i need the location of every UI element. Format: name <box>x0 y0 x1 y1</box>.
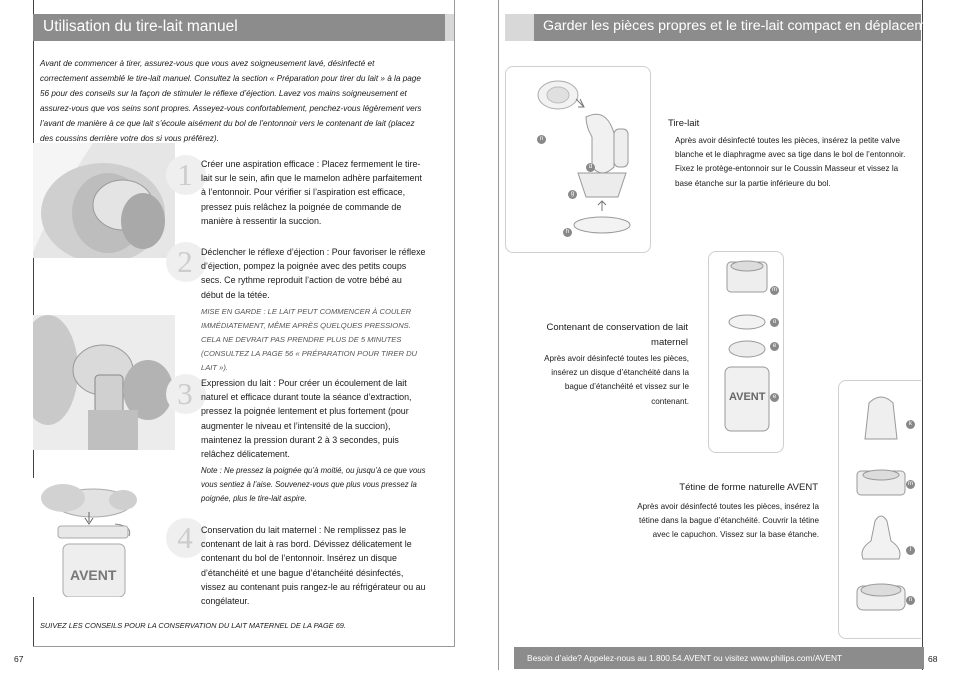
left-title-accent <box>445 14 454 41</box>
breast-pump-illustration-box <box>505 66 651 253</box>
step-2-number: 2 <box>177 244 193 279</box>
right-page-right-border <box>922 0 923 670</box>
marker-n-pump: n <box>537 135 546 144</box>
right-page-title: Garder les pièces propres et le tire-lait compact en déplacement <box>534 14 921 41</box>
right-title-accent <box>505 14 534 41</box>
step-1-text: Créer une aspiration efficace : Placez fermement le tire-lait sur le sein, afin que le mamelon adhère parfaitement à l’entonnoir. Pour vérifier si l’aspiration est efficace, pressez puis relâchez la poignée de commande de manière à ressentir la succion. <box>201 159 423 226</box>
help-footer-bar: Besoin d’aide? Appelez-nous au 1.800.54.AVENT ou visitez www.philips.com/AVENT <box>514 647 924 669</box>
section-breast-pump-title: Tire-lait <box>668 118 700 129</box>
right-page-left-border <box>498 0 499 670</box>
step-4-text: Conservation du lait maternel : Ne remplissez pas le contenant de lait à ras bord. Dévissez délicatement le contenant du bol de l’entonnoir. Insérez un disque d’étanchéité et une bague d’étanchéité désinfectés, vissez au contenant puis rangez-le au réfrigérateur ou au congélateur. <box>201 525 426 607</box>
intro-paragraph: Avant de commencer à tirer, assurez-vous que vous avez soigneusement lavé, désinfecté et correctement assemblé le tire-lait manuel. Consultez la section « Préparation pour tirer du lait » à la page 56 pour des conseils sur la façon de stimuler le réflexe d’éjection. Lavez vos mains soigneusement et assurez-vous que vos seins sont propres. Asseyez-vous confortablement, penchez-vous légèrement vers l’avant de manière à ce que lait s’écoule aisément du bol de l’entonnoir vers le contenant de lait (placez des coussins derrière votre dos si vous préférez). <box>40 59 422 143</box>
section-container-title: Contenant de conservation de lait maternel <box>546 322 688 348</box>
marker-n-nipple: n <box>906 596 915 605</box>
section-nipple-title: Tétine de forme naturelle AVENT <box>679 482 818 493</box>
left-page-title: Utilisation du tire-lait manuel <box>33 14 445 41</box>
step-3-number: 3 <box>177 376 193 411</box>
step-3-note: Note : Ne pressez la poignée qu’à moitié, ou jusqu’à ce que vous vous sentiez à l’aise. Souvenez-vous que plus vous pressez la poignée, plus le tire-lait aspire. <box>201 466 426 503</box>
marker-l-nipple: l <box>906 546 915 555</box>
photo-step-3 <box>33 315 175 450</box>
right-page-number: 68 <box>928 654 938 664</box>
section-nipple-text: Après avoir désinfecté toutes les pièces, insérez la tétine dans la bague d’étanchéité. Couvrir la tétine avec le capuchon. Vissez sur la base étanche. <box>637 502 819 540</box>
marker-e-container-bottle: e <box>770 393 779 402</box>
marker-k-nipple: k <box>906 420 915 429</box>
photo-step-4 <box>33 478 175 597</box>
bottle-brand-label: AVENT <box>70 567 117 583</box>
marker-o-container: o <box>770 318 779 327</box>
marker-m-container: m <box>772 287 777 293</box>
left-page-number: 67 <box>14 654 24 664</box>
step-2-text: Déclencher le réflexe d’éjection : Pour favoriser le réflexe d’éjection, pompez la poignée avec des petits coups secs. Ce rythme reproduit l’action de votre bébé au début de la tétée. <box>201 247 426 300</box>
photo-step-1 <box>33 143 175 258</box>
marker-m-nipple: m <box>908 481 913 487</box>
marker-h-pump: h <box>563 228 572 237</box>
section-container-text: Après avoir désinfecté toutes les pièces, insérez un disque d’étanchéité dans la bague d’étanchéité et vissez sur le contenant. <box>544 354 689 406</box>
container-brand-label: AVENT <box>729 391 766 403</box>
step-3-text: Expression du lait : Pour créer un écoulement de lait naturel et efficace durant toute la séance d’extraction, pressez la poignée lentement et plus fortement (pour augmenter le niveau et l’intensité de la succion), maintenez la pression durant 2 à 3 secondes, puis relâchez délicatement. <box>201 378 412 460</box>
left-page-right-border <box>454 0 455 646</box>
container-illustration-box <box>708 251 784 453</box>
step-4-number: 4 <box>177 520 193 555</box>
step-1-number: 1 <box>177 157 193 192</box>
marker-e-container-ring: e <box>770 342 779 351</box>
marker-d-pump: d <box>586 163 595 172</box>
step-2-warning: MISE EN GARDE : LE LAIT PEUT COMMENCER À COULER IMMÉDIATEMENT, MÊME APRÈS QUELQUES PRESSIONS. CELA NE DEVRAIT PAS PRENDRE PLUS DE 5 MINUTES (CONSULTEZ LA PAGE 56 « PRÉPARATION POUR TIRER DU LAIT »). <box>201 307 418 372</box>
section-breast-pump-text: Après avoir désinfecté toutes les pièces, insérez la petite valve blanche et le diaphragme avec sa tige dans le bol de l’entonnoir. Fixez le protège-entonnoir sur le Coussin Masseur et vissez la base étanche sur la partie inférieure du bol. <box>675 136 906 188</box>
left-page-bottom-border <box>33 646 455 647</box>
left-footer-note: SUIVEZ LES CONSEILS POUR LA CONSERVATION DU LAIT MATERNEL DE LA PAGE 69. <box>40 621 346 630</box>
marker-g-pump: g <box>568 190 577 199</box>
